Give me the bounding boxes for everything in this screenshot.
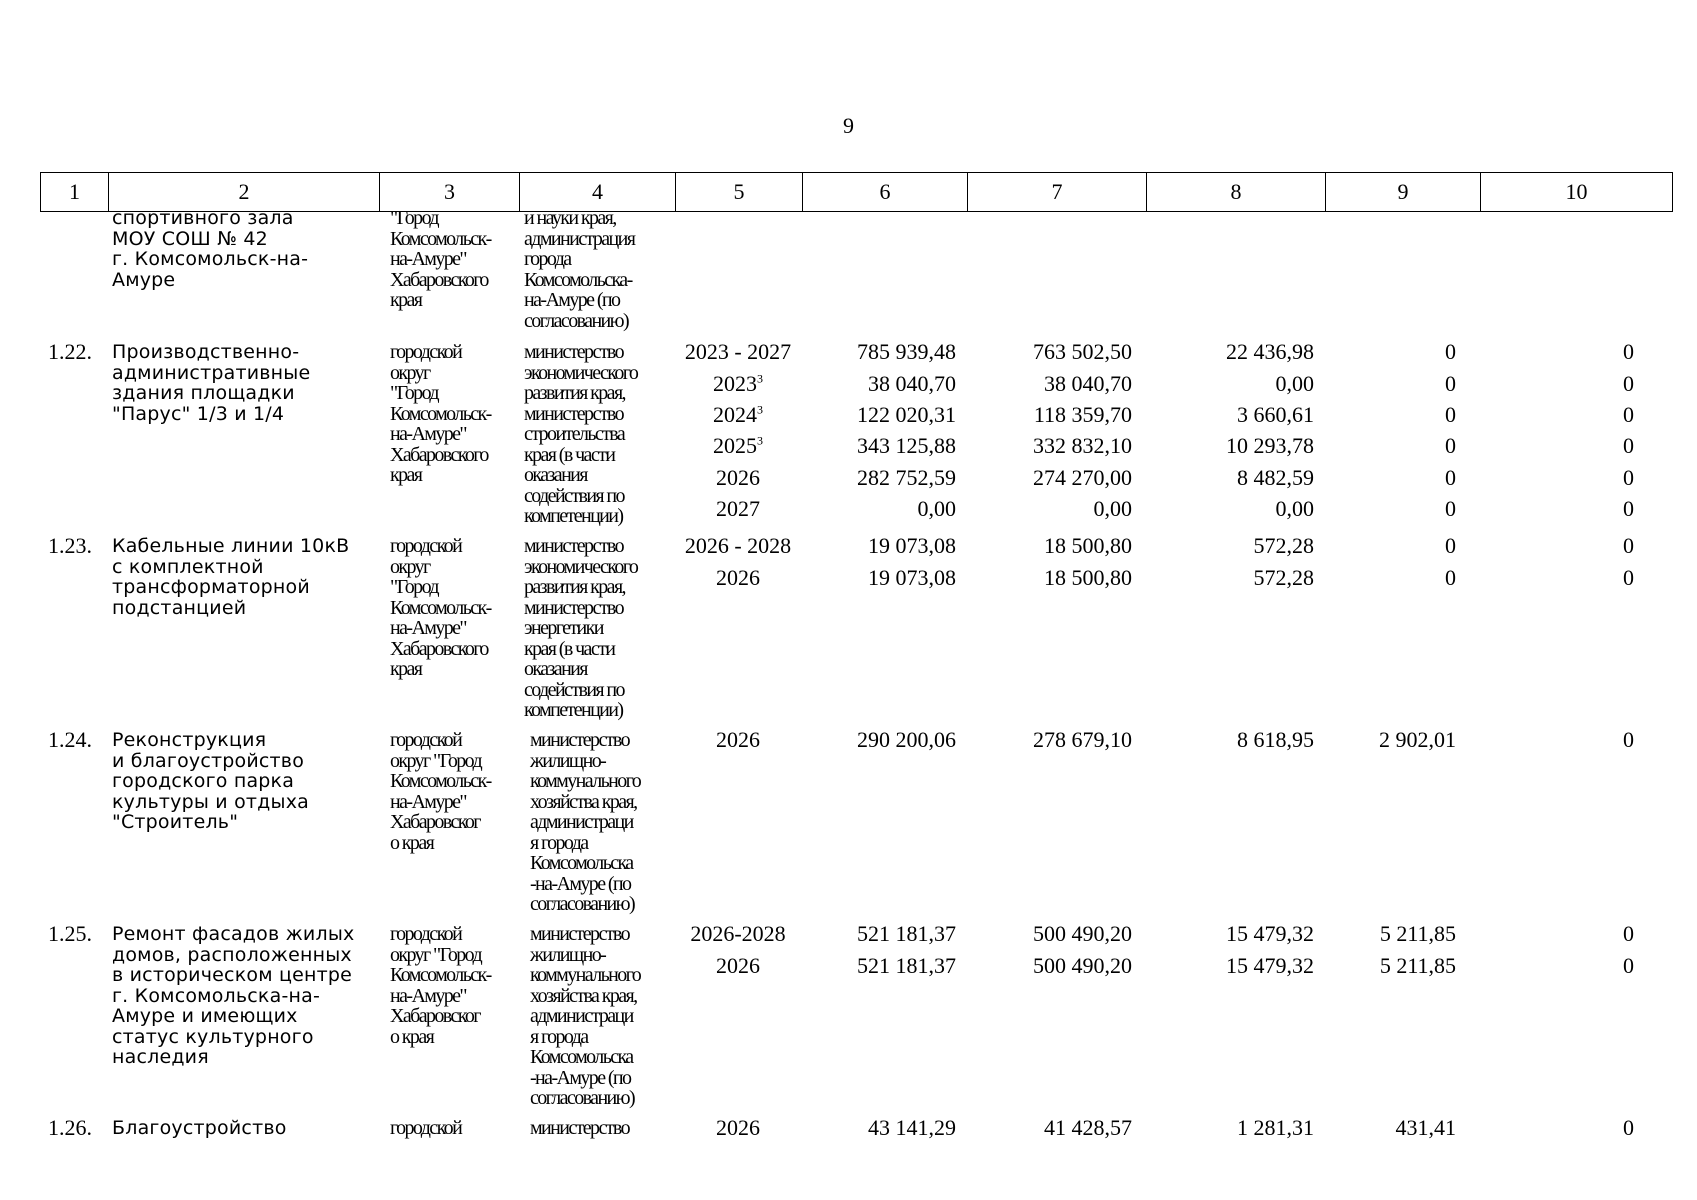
- municipality: городской округ "Город Комсомольск- на-Амуре" Хабаровского края: [390, 535, 491, 680]
- amount-c7: 274 270,00: [1033, 465, 1132, 490]
- amount-c9: 0: [1445, 402, 1456, 427]
- row-number: 1.25.: [48, 921, 92, 946]
- header-cell: 6: [802, 172, 967, 212]
- period-year: 2026: [716, 1115, 760, 1140]
- municipality: городской округ "Город Комсомольск- на-Амуре" Хабаровского края: [390, 341, 491, 486]
- object-name: Ремонт фасадов жилых домов, расположенных в историческом центре г. Комсомольска-на- Амуре и имеющих статус культурного наследия: [112, 923, 355, 1068]
- amount-c9: 0: [1445, 565, 1456, 590]
- amount-c8: 1 281,31: [1237, 1115, 1314, 1140]
- header-cell: 9: [1325, 172, 1480, 212]
- amount-c10: 0: [1623, 402, 1634, 427]
- header-cell: 2: [108, 172, 379, 212]
- amount-c10: 0: [1623, 727, 1634, 752]
- header-cell: 8: [1146, 172, 1325, 212]
- municipality: "Город Комсомольск- на-Амуре" Хабаровского края: [390, 207, 491, 311]
- row-number: 1.26.: [48, 1115, 92, 1140]
- amount-c8: 10 293,78: [1226, 433, 1314, 458]
- amount-c8: 15 479,32: [1226, 921, 1314, 946]
- object-name: Реконструкция и благоустройство городского парка культуры и отдыха "Строитель": [112, 729, 309, 833]
- amount-c9: 0: [1445, 371, 1456, 396]
- row-number: 1.23.: [48, 533, 92, 558]
- amount-c9: 0: [1445, 465, 1456, 490]
- amount-c7: 500 490,20: [1033, 921, 1132, 946]
- amount-c6: 521 181,37: [857, 953, 956, 978]
- amount-c8: 0,00: [1275, 496, 1314, 521]
- amount-c10: 0: [1623, 433, 1634, 458]
- amount-c10: 0: [1623, 371, 1634, 396]
- amount-c6: 282 752,59: [857, 465, 956, 490]
- header-cell: 3: [379, 172, 519, 212]
- amount-c10: 0: [1623, 339, 1634, 364]
- amount-c7: 332 832,10: [1033, 433, 1132, 458]
- amount-c8: 0,00: [1275, 371, 1314, 396]
- amount-c9: 0: [1445, 496, 1456, 521]
- amount-c9: 431,41: [1395, 1115, 1456, 1140]
- amount-c6: 19 073,08: [868, 565, 956, 590]
- period-year: 2026-2028: [690, 921, 786, 946]
- municipality: городской округ "Город Комсомольск- на-Амуре" Хабаровског о края: [390, 923, 491, 1048]
- amount-c9: 5 211,85: [1379, 921, 1456, 946]
- period-year: 2026: [716, 465, 760, 490]
- amount-c7: 278 679,10: [1033, 727, 1132, 752]
- municipality: городской округ "Город Комсомольск- на-Амуре" Хабаровског о края: [390, 729, 491, 854]
- amount-c9: 2 902,01: [1379, 727, 1456, 752]
- period-year: 2024$^3$: [713, 402, 763, 427]
- amount-c7: 18 500,80: [1044, 533, 1132, 558]
- amount-c6: 38 040,70: [868, 371, 956, 396]
- amount-c8: 15 479,32: [1226, 953, 1314, 978]
- amount-c6: 122 020,31: [857, 402, 956, 427]
- header-cell: 4: [519, 172, 675, 212]
- amount-c8: 22 436,98: [1226, 339, 1314, 364]
- amount-c6: 43 141,29: [868, 1115, 956, 1140]
- amount-c7: 763 502,50: [1033, 339, 1132, 364]
- row-number: 1.24.: [48, 727, 92, 752]
- amount-c7: 41 428,57: [1044, 1115, 1132, 1140]
- amount-c7: 118 359,70: [1033, 402, 1132, 427]
- responsible-agency: министерство экономического развития края, министерство энергетики края (в части оказания содействия по компетенции): [524, 535, 638, 721]
- amount-c6: 290 200,06: [857, 727, 956, 752]
- amount-c10: 0: [1623, 953, 1634, 978]
- page-number: 9: [843, 113, 854, 138]
- amount-c6: 521 181,37: [857, 921, 956, 946]
- amount-c9: 0: [1445, 533, 1456, 558]
- responsible-agency: министерство экономического развития края, министерство строительства края (в части оказания содействия по компетенции): [524, 341, 638, 527]
- amount-c10: 0: [1623, 533, 1634, 558]
- period-year: 2026: [716, 953, 760, 978]
- row-number: 1.22.: [48, 339, 92, 364]
- header-cell: 7: [967, 172, 1146, 212]
- municipality: городской: [390, 1117, 462, 1139]
- period-year: 2026: [716, 565, 760, 590]
- responsible-agency: и науки края, администрация города Комсомольска- на-Амуре (по согласованию): [524, 207, 635, 332]
- amount-c8: 572,28: [1253, 565, 1314, 590]
- amount-c7: 38 040,70: [1044, 371, 1132, 396]
- object-name: спортивного зала МОУ СОШ № 42 г. Комсомольск-на- Амуре: [112, 207, 309, 291]
- responsible-agency: министерство: [530, 1117, 629, 1139]
- header-cell: 1: [40, 172, 108, 212]
- object-name: Благоустройство: [112, 1117, 287, 1139]
- amount-c10: 0: [1623, 465, 1634, 490]
- header-cell: 5: [675, 172, 802, 212]
- amount-c9: 5 211,85: [1379, 953, 1456, 978]
- amount-c10: 0: [1623, 921, 1634, 946]
- object-name: Кабельные линии 10кВ с комплектной трансформаторной подстанцией: [112, 535, 350, 619]
- amount-c8: 8 482,59: [1237, 465, 1314, 490]
- period-year: 2026 - 2028: [684, 533, 792, 558]
- amount-c7: 500 490,20: [1033, 953, 1132, 978]
- object-name: Производственно- административные здания площадки "Парус" 1/3 и 1/4: [112, 341, 311, 425]
- amount-c6: 19 073,08: [868, 533, 956, 558]
- period-year: 2023 - 2027: [684, 339, 792, 364]
- amount-c8: 8 618,95: [1237, 727, 1314, 752]
- amount-c8: 572,28: [1253, 533, 1314, 558]
- amount-c9: 0: [1445, 433, 1456, 458]
- amount-c7: 0,00: [1093, 496, 1132, 521]
- header-cell: 10: [1480, 172, 1673, 212]
- amount-c6: 343 125,88: [857, 433, 956, 458]
- amount-c10: 0: [1623, 496, 1634, 521]
- amount-c6: 0,00: [917, 496, 956, 521]
- amount-c6: 785 939,48: [857, 339, 956, 364]
- responsible-agency: министерство жилищно- коммунального хозяйства края, администраци я города Комсомольска -на-Амуре (по согласованию): [530, 729, 641, 915]
- amount-c8: 3 660,61: [1237, 402, 1314, 427]
- period-year: 2027: [716, 496, 760, 521]
- amount-c7: 18 500,80: [1044, 565, 1132, 590]
- responsible-agency: министерство жилищно- коммунального хозяйства края, администраци я города Комсомольска -на-Амуре (по согласованию): [530, 923, 641, 1109]
- period-year: 2023$^3$: [713, 371, 763, 396]
- amount-c10: 0: [1623, 1115, 1634, 1140]
- amount-c10: 0: [1623, 565, 1634, 590]
- period-year: 2025$^3$: [713, 433, 763, 458]
- period-year: 2026: [716, 727, 760, 752]
- amount-c9: 0: [1445, 339, 1456, 364]
